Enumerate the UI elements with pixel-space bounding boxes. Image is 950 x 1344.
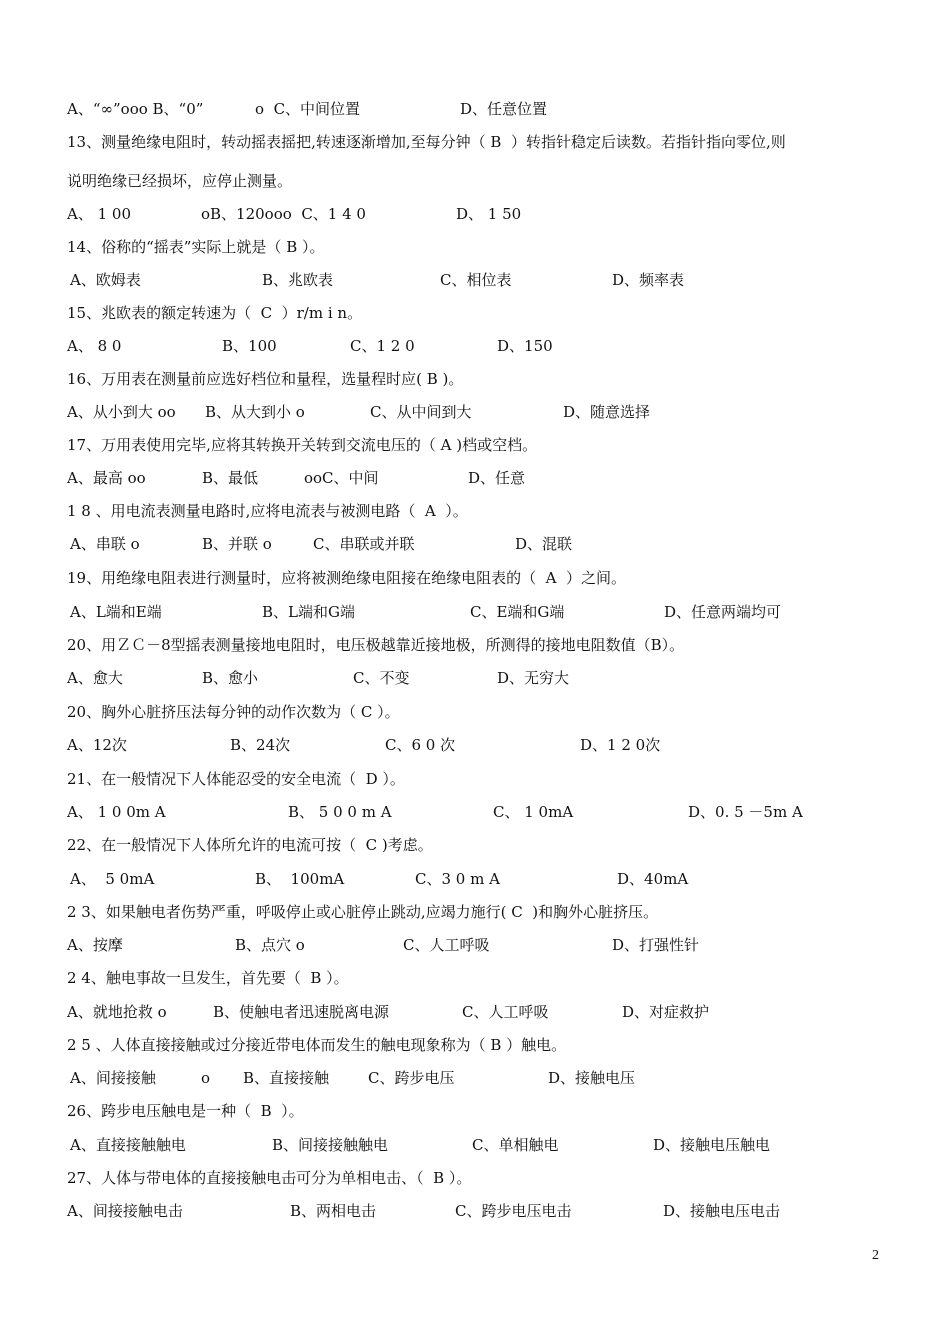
options-line	[0, 1001, 950, 1023]
options-line	[0, 401, 950, 423]
option-text: B、L端和G端	[262, 603, 355, 621]
option-text: oB、120ooo C、1 4 0	[201, 205, 366, 223]
option-text: D、混联	[515, 535, 573, 553]
options-line	[0, 98, 950, 120]
question-line	[0, 368, 950, 390]
question-text: 2 4、触电事故一旦发生，首先要（ B ）。	[67, 969, 349, 987]
option-text: A、 1 00	[67, 205, 131, 223]
question-text: 2 5 、人体直接接触或过分接近带电体而发生的触电现象称为（ B ）触电。	[67, 1036, 567, 1054]
option-text: A、12次	[67, 736, 127, 754]
option-text: B、直接接触	[243, 1069, 330, 1087]
option-text: C、跨步电压	[368, 1069, 455, 1087]
option-text: D、任意位置	[460, 100, 548, 118]
option-text: D、1 2 0次	[580, 736, 661, 754]
question-line	[0, 901, 950, 923]
question-text: 15、兆欧表的额定转速为（ C ）r/m i n。	[67, 304, 363, 322]
options-line	[0, 734, 950, 756]
option-text: o C、中间位置	[255, 100, 361, 118]
options-line	[0, 801, 950, 823]
option-text: D、无穷大	[497, 669, 570, 687]
option-text: C、3 0 m A	[415, 870, 500, 888]
question-text: 1 8 、用电流表测量电路时,应将电流表与被测电路（ A ）。	[67, 502, 468, 520]
option-text: C、串联或并联	[313, 535, 415, 553]
option-text: A、愈大	[67, 669, 123, 687]
options-line	[0, 269, 950, 291]
question-line	[0, 768, 950, 790]
option-text: B、愈小	[202, 669, 259, 687]
question-text: 21、在一般情况下人体能忍受的安全电流（ D ）。	[67, 770, 405, 788]
option-text: D、接触电压电击	[663, 1202, 781, 1220]
option-text: D、随意选择	[563, 403, 651, 421]
options-line	[0, 203, 950, 225]
option-text: D、任意两端均可	[664, 603, 782, 621]
question-text: 19、用绝缘电阻表进行测量时，应将被测绝缘电阻接在绝缘电阻表的（ A ）之间。	[67, 569, 626, 587]
option-text: C、人工呼吸	[403, 936, 490, 954]
option-text: B、并联 o	[202, 535, 272, 553]
question-text: 说明绝缘已经损坏，应停止测量。	[67, 172, 293, 190]
question-line	[0, 701, 950, 723]
question-text: 13、测量绝缘电阻时，转动摇表摇把,转速逐渐增加,至每分钟（ B ）转指针稳定后读数。若指针指向零位,则	[67, 133, 786, 151]
options-line	[0, 335, 950, 357]
option-text: A、直接接触触电	[70, 1136, 186, 1154]
option-text: B、24次	[230, 736, 291, 754]
option-text: A、“∞”ooo B、“0”	[67, 100, 204, 118]
question-line	[0, 967, 950, 989]
page-number: 2	[872, 1248, 879, 1263]
option-text: A、间接接触电击	[67, 1202, 183, 1220]
option-text: C、不变	[353, 669, 410, 687]
option-text: D、任意	[468, 469, 526, 487]
option-text: A、就地抢救 o	[67, 1003, 167, 1021]
question-line	[0, 236, 950, 258]
option-text: C、从中间到大	[370, 403, 472, 421]
option-text: A、 1 0 0m A	[67, 803, 166, 821]
question-line	[0, 131, 950, 153]
question-line	[0, 434, 950, 456]
option-text: A、 5 0mA	[70, 870, 155, 888]
question-line	[0, 567, 950, 589]
option-text: ooC、中间	[304, 469, 379, 487]
option-text: B、两相电击	[290, 1202, 377, 1220]
question-line	[0, 1167, 950, 1189]
option-text: B、 5 0 0 m A	[288, 803, 392, 821]
options-line	[0, 1134, 950, 1156]
option-text: A、从小到大 oo	[67, 403, 176, 421]
option-text: D、接触电压触电	[653, 1136, 771, 1154]
option-text: C、单相触电	[472, 1136, 559, 1154]
question-text: 27、人体与带电体的直接接触电击可分为单相电击、（ B ）。	[67, 1169, 472, 1187]
option-text: A、欧姆表	[70, 271, 141, 289]
option-text: C、 1 0mA	[493, 803, 574, 821]
option-text: B、使触电者迅速脱离电源	[213, 1003, 390, 1021]
option-text: B、 100mA	[255, 870, 345, 888]
option-text: C、人工呼吸	[462, 1003, 549, 1021]
question-line	[0, 1034, 950, 1056]
options-line	[0, 533, 950, 555]
option-text: C、E端和G端	[470, 603, 565, 621]
option-text: C、相位表	[440, 271, 512, 289]
question-text: 14、俗称的“摇表”实际上就是（ B ）。	[67, 238, 325, 256]
question-text: 20、胸外心脏挤压法每分钟的动作次数为（ C ）。	[67, 703, 400, 721]
options-line	[0, 1067, 950, 1089]
option-text: B、100	[222, 337, 277, 355]
question-text: 20、用ＺＣ－8型摇表测量接地电阻时，电压极越靠近接地极，所测得的接地电阻数值（B）。	[67, 636, 685, 654]
option-text: D、频率表	[612, 271, 685, 289]
option-text: C、跨步电压电击	[455, 1202, 572, 1220]
question-line	[0, 1100, 950, 1122]
options-line	[0, 868, 950, 890]
question-text: 17、万用表使用完毕,应将其转换开关转到交流电压的（ A )档或空档。	[67, 436, 538, 454]
question-line	[0, 302, 950, 324]
option-text: D、0. 5 －5m A	[688, 803, 803, 821]
question-text: 22、在一般情况下人体所允许的电流可按（ C )考虑。	[67, 836, 433, 854]
question-line	[0, 500, 950, 522]
options-line	[0, 601, 950, 623]
option-text: A、按摩	[67, 936, 123, 954]
option-text: B、最低	[202, 469, 259, 487]
option-text: D、打强性针	[612, 936, 700, 954]
option-text: o	[201, 1069, 211, 1087]
options-line	[0, 934, 950, 956]
option-text: D、150	[497, 337, 553, 355]
question-line	[0, 170, 950, 192]
question-line	[0, 834, 950, 856]
option-text: D、对症救护	[622, 1003, 710, 1021]
question-text: 26、跨步电压触电是一种（ B ）。	[67, 1102, 304, 1120]
options-line	[0, 467, 950, 489]
option-text: D、接触电压	[548, 1069, 636, 1087]
option-text: A、L端和E端	[70, 603, 162, 621]
option-text: A、串联 o	[70, 535, 140, 553]
option-text: C、6 0 次	[385, 736, 456, 754]
option-text: A、最高 oo	[67, 469, 146, 487]
option-text: D、 1 50	[456, 205, 522, 223]
question-text: 2 3、如果触电者伤势严重，呼吸停止或心脏停止跳动,应竭力施行( C )和胸外心脏挤压。	[67, 903, 659, 921]
options-line	[0, 1200, 950, 1222]
question-line	[0, 634, 950, 656]
option-text: C、1 2 0	[350, 337, 415, 355]
option-text: D、40mA	[617, 870, 689, 888]
option-text: A、间接接触	[70, 1069, 156, 1087]
question-text: 16、万用表在测量前应选好档位和量程，选量程时应( B )。	[67, 370, 464, 388]
option-text: A、 8 0	[67, 337, 122, 355]
options-line	[0, 667, 950, 689]
option-text: B、点穴 o	[235, 936, 305, 954]
option-text: B、间接接触触电	[272, 1136, 389, 1154]
option-text: B、兆欧表	[262, 271, 334, 289]
option-text: B、从大到小 o	[205, 403, 305, 421]
